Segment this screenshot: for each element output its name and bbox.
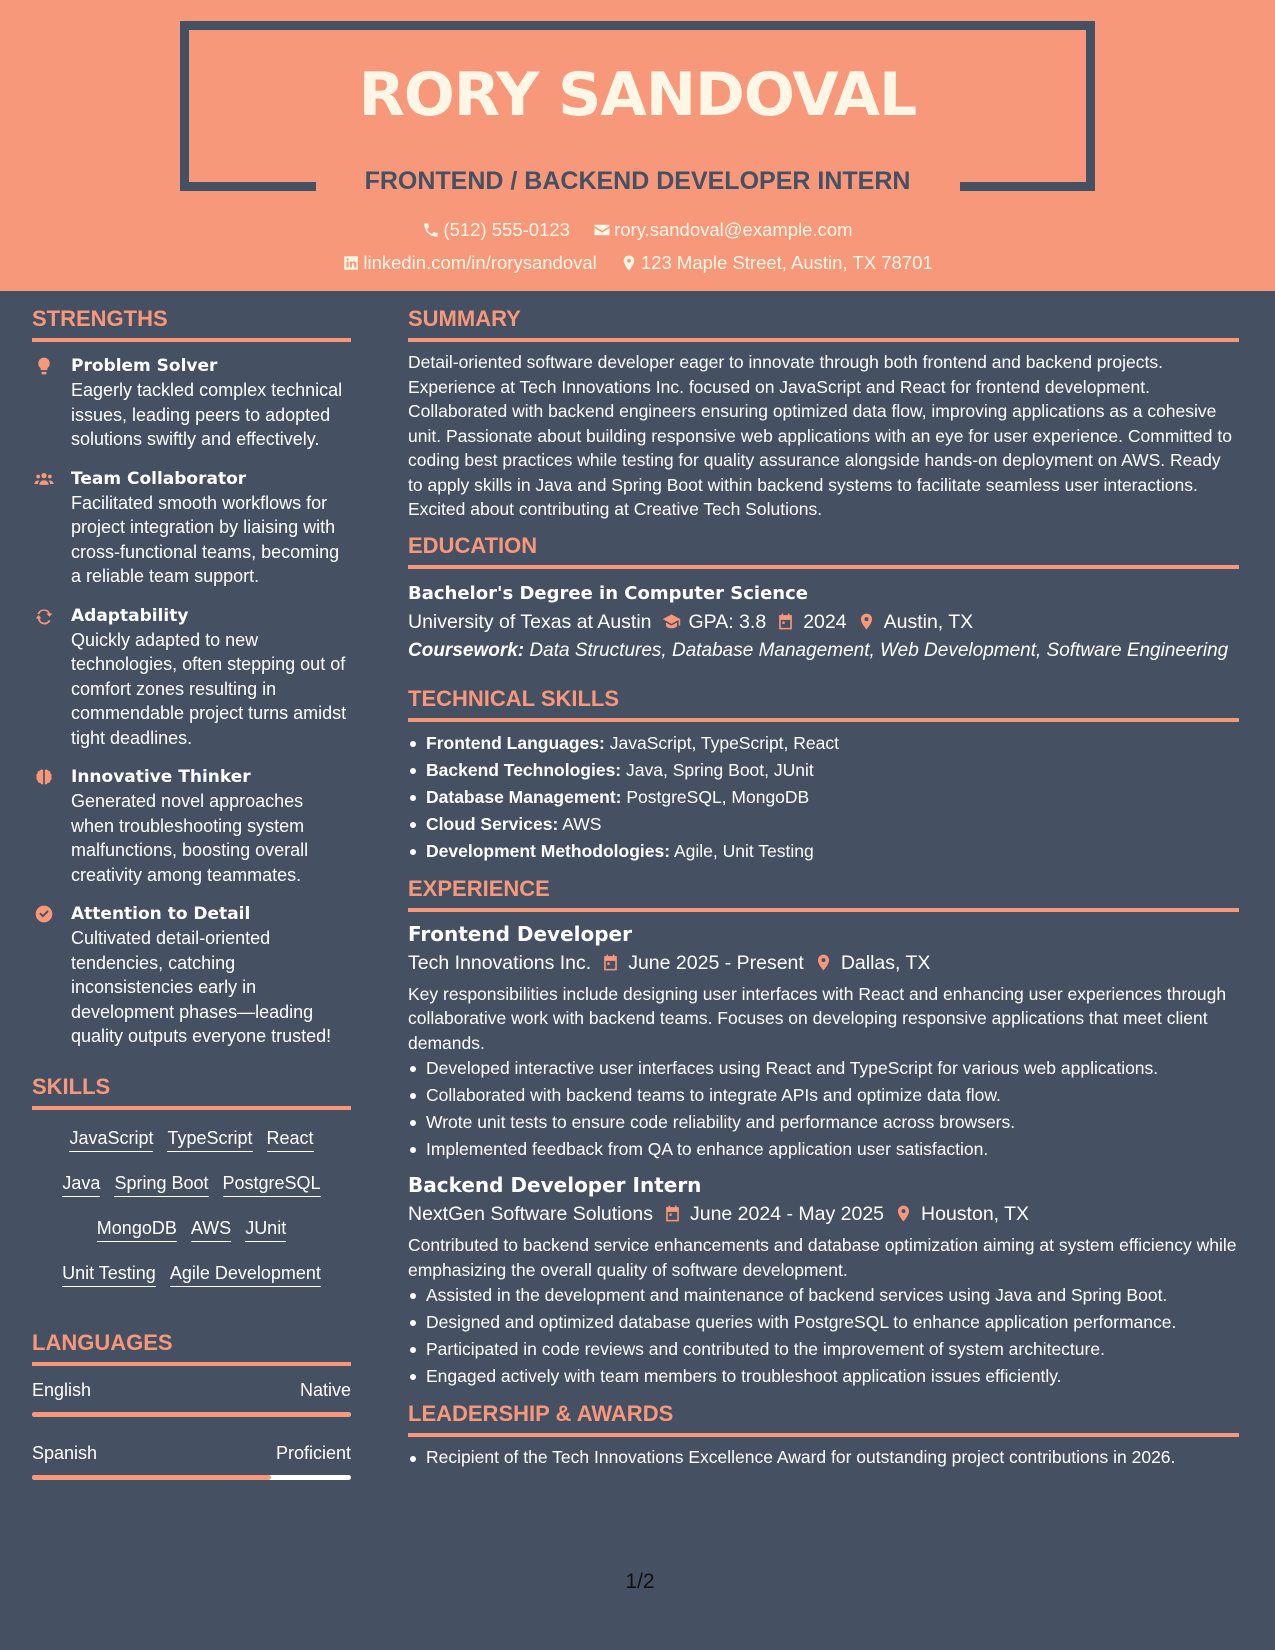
job-location: Houston, TX (921, 1203, 1030, 1225)
list-item (408, 811, 1239, 838)
job-position: Frontend Developer (408, 921, 632, 946)
list-item: Recipient of the Tech Innovations Excellence Award for outstanding project contributions in 2026. (408, 1445, 1239, 1470)
resume-header (0, 0, 1275, 291)
education-meta (408, 607, 1239, 637)
brain-icon (34, 767, 54, 787)
job-bullets (408, 1282, 1239, 1390)
strength-name: Adaptability (71, 605, 189, 626)
strengths-heading: STRENGTHS (32, 305, 351, 342)
language-bar (32, 1412, 351, 1417)
calendar-icon (601, 953, 620, 972)
map-pin-icon (857, 612, 876, 631)
strength-desc: Generated novel approaches when troubleshooting system malfunctions, boosting overall creativity among teammates. (71, 791, 309, 885)
skill-tag: React (267, 1126, 314, 1152)
strength-desc: Cultivated detail-oriented tendencies, catching inconsistencies early in development phases—leading quality outputs everyone trusted! (71, 928, 332, 1046)
summary-text: Detail-oriented software developer eager to innovate through both frontend and backend projects. Experience at Tech Innovations Inc. focused on JavaScript and React for frontend development. Collaborated with backend engineers ensuring optimized data flow, improving applications as a cohesive unit. Passionate about building responsive web applications with an eye for user experience. Committed to coding best practices while testing for quality assurance alongside hands-on deployment on AWS. Ready to apply skills in Java and Spring Boot within backend systems to facilitate seamless user interactions. Excited about contributing at Creative Tech Solutions. (408, 352, 1232, 519)
skill-tag: TypeScript (167, 1126, 252, 1152)
languages-heading: LANGUAGES (32, 1329, 351, 1366)
strength-item (32, 765, 351, 887)
calendar-icon (776, 612, 795, 631)
skill-tag: JavaScript (69, 1126, 153, 1152)
coursework-text: Data Structures, Database Management, Web Development, Software Engineering (529, 639, 1229, 661)
skills-heading: SKILLS (32, 1073, 351, 1110)
strength-desc: Quickly adapted to new technologies, often stepping out of comfort zones resulting in commendable project turns amidst tight deadlines. (71, 629, 347, 748)
language-bar (32, 1475, 351, 1480)
check-circle-icon (34, 904, 54, 924)
tech-skill-value: Java, Spring Boot, JUnit (626, 759, 814, 780)
skill-tag: AWS (191, 1216, 231, 1242)
skill-tag: JUnit (245, 1216, 286, 1242)
contact-row-1 (0, 219, 1275, 241)
candidate-name: RORY SANDOVAL (358, 60, 917, 130)
list-item: Collaborated with backend teams to integrate APIs and optimize data flow. (408, 1082, 1239, 1109)
language-name: English (32, 1379, 92, 1400)
email-text: rory.sandoval@example.com (614, 219, 853, 240)
strength-item (32, 354, 351, 452)
graduation-cap-icon (662, 612, 681, 631)
job-description: Contributed to backend service enhancements and database optimization aiming at system efficiency while emphasizing the overall quality of software development. (408, 1235, 1237, 1280)
school-name: University of Texas at Austin (408, 610, 652, 633)
experience-heading: EXPERIENCE (408, 875, 1239, 912)
skill-tag: Agile Development (170, 1261, 321, 1287)
language-item (32, 1441, 351, 1480)
list-item (408, 838, 1239, 865)
list-item: Developed interactive user interfaces using React and TypeScript for various web applications. (408, 1055, 1239, 1082)
job-position: Backend Developer Intern (408, 1173, 702, 1197)
email-contact[interactable] (593, 219, 852, 241)
strength-desc: Facilitated smooth workflows for project integration by liaising with cross-functional teams, becoming a reliable team support. (71, 492, 340, 586)
skill-tag: PostgreSQL (223, 1171, 321, 1197)
education-heading: EDUCATION (408, 532, 1239, 569)
linkedin-icon (342, 254, 360, 272)
education-location: Austin, TX (883, 610, 974, 633)
job-dates: June 2024 - May 2025 (689, 1203, 885, 1225)
linkedin-text: linkedin.com/in/rorysandoval (363, 252, 597, 273)
phone-text: (512) 555-0123 (443, 219, 570, 240)
skill-tag: Spring Boot (114, 1171, 208, 1197)
skills-list (32, 1122, 351, 1287)
job-bullets (408, 1055, 1239, 1163)
address-text: 123 Maple Street, Austin, TX 78701 (640, 252, 933, 273)
job-location: Dallas, TX (840, 951, 931, 974)
list-item: Engaged actively with team members to troubleshoot application issues efficiently. (408, 1363, 1239, 1390)
skill-row (32, 1126, 351, 1152)
gpa-text: GPA: 3.8 (688, 610, 767, 633)
coursework-label: Coursework: (408, 639, 525, 661)
job-title-heading: FRONTEND / BACKEND DEVELOPER INTERN (364, 167, 911, 195)
strength-name: Attention to Detail (71, 904, 251, 924)
tech-skill-label: Frontend Languages: (426, 732, 605, 753)
technical-skills-list (408, 730, 1239, 865)
language-level: Proficient (275, 1442, 351, 1463)
linkedin-contact[interactable] (342, 252, 596, 274)
skill-row (32, 1171, 351, 1197)
contact-row-2 (0, 252, 1275, 274)
coursework (408, 639, 1239, 663)
job-meta (408, 1199, 1239, 1229)
skill-tag: Unit Testing (62, 1261, 156, 1287)
strength-name: Innovative Thinker (71, 767, 251, 787)
language-bar-fill (32, 1475, 271, 1480)
tech-skill-value: JavaScript, TypeScript, React (609, 732, 839, 753)
map-pin-icon (814, 953, 833, 972)
strength-item (32, 467, 351, 589)
page-number: 1/2 (625, 1570, 655, 1593)
strength-desc: Eagerly tackled complex technical issues, leading peers to adopted solutions swiftly and effectively. (71, 380, 343, 449)
tech-skill-label: Cloud Services: (426, 813, 559, 834)
skill-row (32, 1216, 351, 1242)
tech-skill-value: AWS (562, 813, 602, 834)
skill-tag: MongoDB (97, 1216, 177, 1242)
list-item: Wrote unit tests to ensure code reliability and performance across browsers. (408, 1109, 1239, 1136)
list-item (408, 784, 1239, 811)
degree-name: Bachelor's Degree in Computer Science (408, 582, 808, 604)
envelope-icon (593, 221, 611, 239)
list-item (408, 730, 1239, 757)
list-item: Implemented feedback from QA to enhance application user satisfaction. (408, 1136, 1239, 1163)
left-column (32, 305, 351, 1504)
right-column (408, 305, 1239, 1470)
company-name: Tech Innovations Inc. (408, 951, 592, 974)
tech-skill-value: Agile, Unit Testing (673, 840, 814, 861)
tech-skill-label: Development Methodologies: (426, 840, 671, 861)
leadership-heading: LEADERSHIP & AWARDS (408, 1400, 1239, 1437)
summary-heading: SUMMARY (408, 305, 1239, 342)
leadership-list (408, 1445, 1239, 1470)
phone-icon (422, 221, 440, 239)
language-item (32, 1378, 351, 1417)
graduation-year: 2024 (803, 610, 847, 633)
language-name: Spanish (32, 1442, 98, 1463)
list-item: Participated in code reviews and contributed to the improvement of system architecture. (408, 1336, 1239, 1363)
list-item (408, 757, 1239, 784)
technical-skills-heading: TECHNICAL SKILLS (408, 685, 1239, 722)
company-name: NextGen Software Solutions (408, 1203, 653, 1225)
tech-skill-value: PostgreSQL, MongoDB (626, 786, 810, 807)
map-pin-icon (894, 1204, 913, 1223)
skill-row (32, 1261, 351, 1287)
phone-contact[interactable] (422, 219, 570, 241)
strength-name: Problem Solver (71, 356, 218, 376)
list-item: Designed and optimized database queries with PostgreSQL to enhance application performance. (408, 1309, 1239, 1336)
users-icon (34, 469, 54, 489)
tech-skill-label: Backend Technologies: (426, 759, 622, 780)
map-pin-icon (620, 254, 638, 272)
job-description: Key responsibilities include designing user interfaces with React and enhancing user experiences through collaborative work with backend teams. Focuses on developing responsive applications that meet client demands. (408, 983, 1227, 1053)
tech-skill-label: Database Management: (426, 786, 622, 807)
job-dates: June 2025 - Present (628, 951, 804, 974)
calendar-icon (663, 1204, 682, 1223)
lightbulb-icon (34, 356, 54, 376)
skill-tag: Java (62, 1171, 100, 1197)
sync-icon (34, 606, 54, 626)
address-contact (620, 252, 933, 274)
list-item: Assisted in the development and maintenance of backend services using Java and Spring Boot. (408, 1282, 1239, 1309)
job-meta (408, 948, 1239, 978)
strength-name: Team Collaborator (71, 468, 247, 489)
strength-item (32, 604, 351, 751)
strength-item (32, 902, 351, 1049)
language-bar-fill (32, 1412, 351, 1417)
language-level: Native (299, 1379, 351, 1400)
